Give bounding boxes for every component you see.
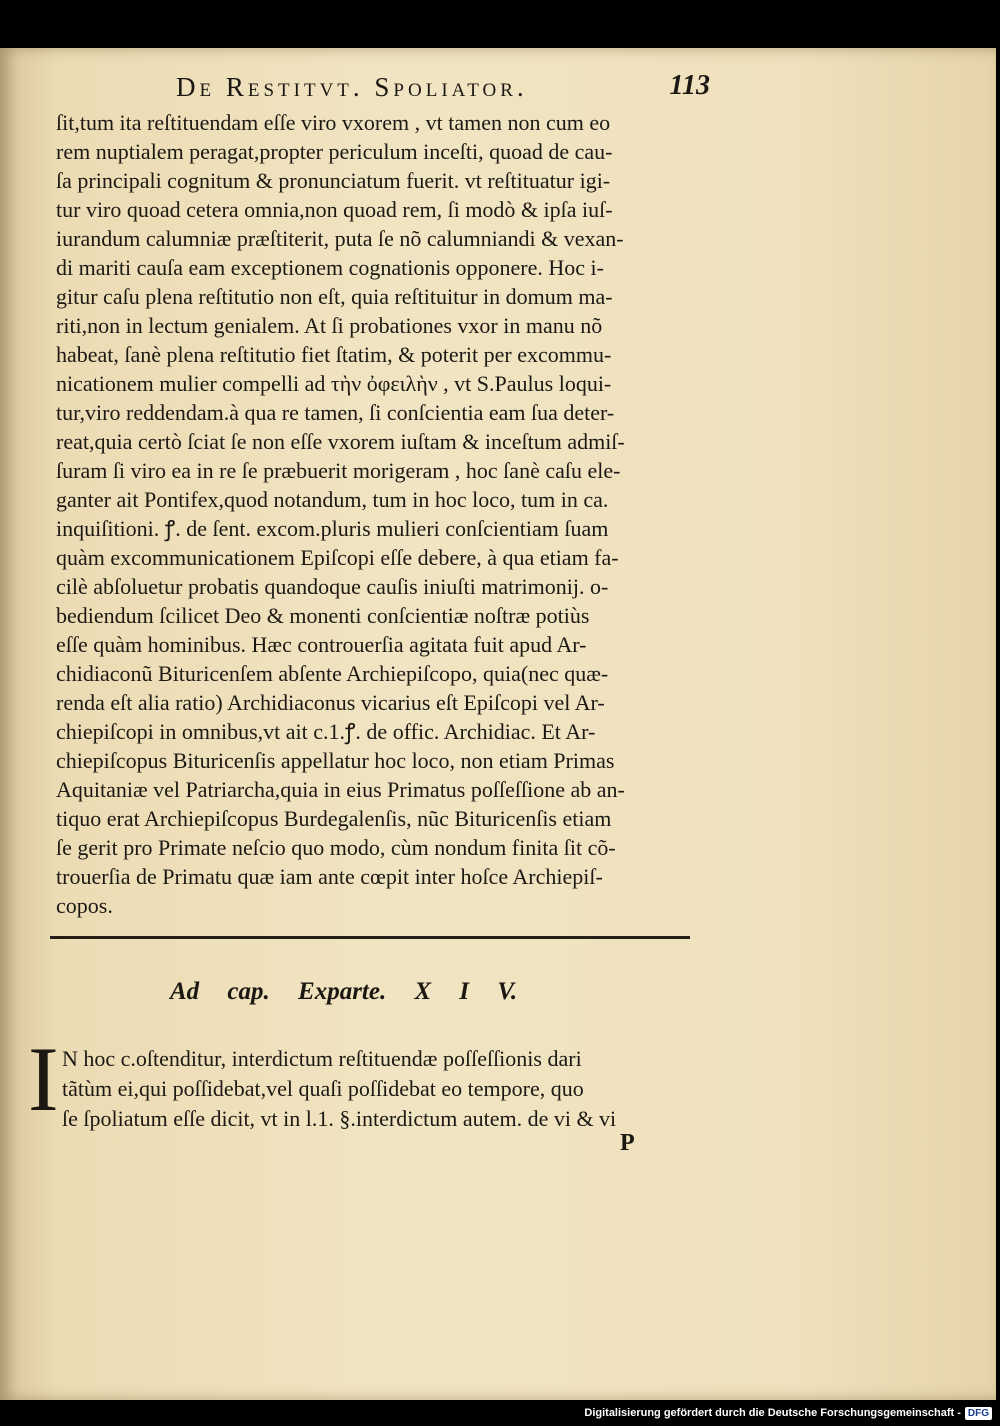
- text-line: copos.: [56, 893, 113, 918]
- dfg-logo-icon[interactable]: DFG: [965, 1407, 992, 1420]
- running-head: De Restitvt. Spoliator.: [176, 72, 528, 102]
- text-line: habeat, ſanè plena reſtitutio fiet ſtatim, & poterit per excommu-: [56, 342, 612, 367]
- text-line: riti,non in lectum genialem. At ſi probationes vxor in manu nõ: [56, 313, 603, 338]
- text-line: nicationem mulier compelli ad τὴν ὀφειλὴν , vt S.Paulus loqui-: [56, 371, 612, 396]
- text-line: tiquo erat Archiepiſcopus Burdegalenſis, nũc Bituricenſis etiam: [56, 806, 612, 831]
- section-opening-text: [62, 1044, 702, 1134]
- text-line: tur viro quoad cetera omnia,non quoad rem, ſi modò & ipſa iuſ-: [56, 197, 613, 222]
- drop-cap-initial: I: [28, 1028, 59, 1130]
- footer-credit: [584, 1404, 992, 1422]
- text-line: iurandum calumniæ præſtiterit, puta ſe nõ calumniandi & vexan-: [56, 226, 624, 251]
- text-line: rem nuptialem peragat,propter periculum inceſti, quoad de cau-: [56, 139, 613, 164]
- text-line: renda eſt alia ratio) Archidiaconus vicarius eſt Epiſcopi vel Ar-: [56, 690, 605, 715]
- text-line: tur,viro reddendam.à qua re tamen, ſi conſcientia eam ſua deter-: [56, 400, 615, 425]
- text-line: quàm excommunicationem Epiſcopi eſſe debere, à qua etiam fa-: [56, 545, 619, 570]
- text-line: Aquitaniæ vel Patriarcha,quia in eius Primatus poſſeſſione ab an-: [56, 777, 625, 802]
- text-line: cilè abſoluetur probatis quandoque cauſis iniuſti matrimonij. o-: [56, 574, 609, 599]
- text-line: bediendum ſcilicet Deo & monenti conſcientiæ noſtræ potiùs: [56, 603, 590, 628]
- footer-text: Digitalisierung gefördert durch die Deutsche Forschungsgemeinschaft -: [584, 1407, 961, 1419]
- text-line: tãtùm ei,qui poſſidebat,vel quaſi poſſidebat eo tempore, quo: [62, 1076, 584, 1101]
- text-line: di mariti cauſa eam exceptionem cognationis opponere. Hoc i-: [56, 255, 604, 280]
- text-line: ſe gerit pro Primate neſcio quo modo, cùm nondum finita ſit cõ-: [56, 835, 616, 860]
- page-number: 113: [669, 70, 710, 101]
- text-line: gitur caſu plena reſtitutio non eſt, quia reſtituitur in domum ma-: [56, 284, 613, 309]
- section-heading: Ad cap. Exparte. X I V.: [170, 978, 518, 1005]
- text-line: reat,quia certò ſciat ſe non eſſe vxorem iuſtam & inceſtum admiſ-: [56, 429, 625, 454]
- text-line: ſe ſpoliatum eſſe dicit, vt in l.1. §.interdictum autem. de vi & vi: [62, 1106, 617, 1131]
- text-line: trouerſia de Primatu quæ iam ante cœpit inter hoſce Archiepiſ-: [56, 864, 603, 889]
- text-line: ſuram ſi viro ea in re ſe præbuerit morigeram , hoc ſanè caſu ele-: [56, 458, 621, 483]
- text-line: chidiaconũ Bituricenſem abſente Archiepiſcopo, quia(nec quæ-: [56, 661, 609, 686]
- text-line: ganter ait Pontifex,quod notandum, tum in hoc loco, tum in ca.: [56, 487, 609, 512]
- section-divider-rule: [50, 936, 690, 939]
- text-line: ſa principali cognitum & pronunciatum fuerit. vt reſtituatur igi-: [56, 168, 611, 193]
- body-text: [56, 108, 706, 920]
- text-line: inquiſitioni. ꝭ. de ſent. excom.pluris mulieri conſcientiam ſuam: [56, 516, 609, 541]
- text-line: chiepiſcopi in omnibus,vt ait c.1.ꝭ. de offic. Archidiac. Et Ar-: [56, 719, 596, 744]
- text-line: N hoc c.oſtenditur, interdictum reſtituendæ poſſeſſionis dari: [62, 1046, 582, 1071]
- signature-mark: P: [620, 1130, 635, 1156]
- text-line: chiepiſcopus Bituricenſis appellatur hoc loco, non etiam Primas: [56, 748, 615, 773]
- text-line: ſit,tum ita reſtituendam eſſe viro vxorem , vt tamen non cum eo: [56, 110, 611, 135]
- text-line: eſſe quàm hominibus. Hæc controuerſia agitata fuit apud Ar-: [56, 632, 587, 657]
